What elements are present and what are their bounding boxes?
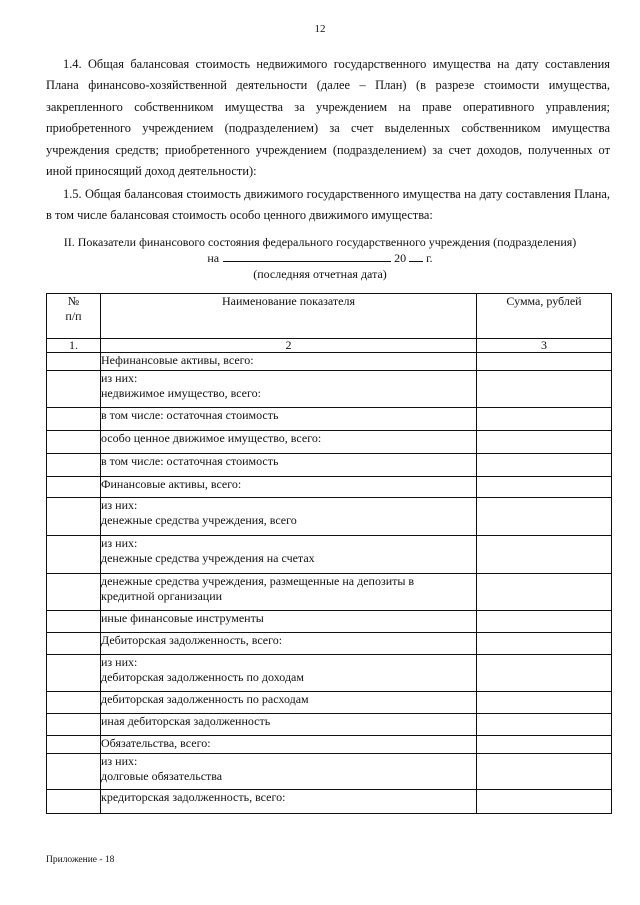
row-number-cell xyxy=(47,408,101,431)
row-number-cell xyxy=(47,611,101,633)
table-row xyxy=(47,655,612,692)
indicator-name-cell xyxy=(101,736,477,754)
row-number-cell xyxy=(47,371,101,408)
indicator-name-cell xyxy=(101,353,477,371)
table-row xyxy=(47,536,612,574)
row-number-cell xyxy=(47,736,101,754)
year-suffix: г. xyxy=(426,251,433,265)
row-number-cell xyxy=(47,754,101,790)
header-name: Наименование показателя xyxy=(101,294,477,339)
column-number-2: 2 xyxy=(101,339,477,353)
sum-cell xyxy=(477,408,612,431)
sum-cell xyxy=(477,498,612,536)
row-number-cell xyxy=(47,574,101,611)
table-row xyxy=(47,790,612,814)
indicator-name-cell xyxy=(101,611,477,633)
indicator-name-cell xyxy=(101,536,477,574)
paragraph-1-5: 1.5. Общая балансовая стоимость движимого государственного имущества на дату составления Плана, в том числе балансовая стоимость особо ценного движимого имущества: xyxy=(46,187,610,223)
table-row xyxy=(47,633,612,655)
column-number-1: 1. xyxy=(47,339,101,353)
table-row xyxy=(47,454,612,477)
header-number: № п/п xyxy=(47,294,101,339)
table-row xyxy=(47,754,612,790)
indicator-name-cell xyxy=(101,633,477,655)
sum-cell xyxy=(477,477,612,498)
indicator-name-line: Нефинансовые активы, всего: xyxy=(101,353,254,367)
sum-cell xyxy=(477,536,612,574)
table-row xyxy=(47,431,612,454)
date-blank xyxy=(223,250,391,262)
paragraph-1-4: 1.4. Общая балансовая стоимость недвижимого государственного имущества на дату составления Плана финансово-хозяйственной деятельности (далее – План) (в разрезе стоимости имущества, закрепленного собственником имущества за учреждением на праве оперативного управления; приобретенного учреждением (подразделением) за счет выделенных собственником имущества учреждения средств; приобретенного учреждением (подразделением) за счет доходов, полученных от иной приносящий доход деятельности): xyxy=(46,57,610,179)
column-number-3: 3 xyxy=(477,339,612,353)
date-caption: (последняя отчетная дата) xyxy=(253,267,387,281)
year-blank xyxy=(409,250,423,262)
indicator-name-line: Обязательства, всего: xyxy=(101,736,211,750)
row-number-cell xyxy=(47,431,101,454)
sum-cell xyxy=(477,454,612,477)
table-row xyxy=(47,611,612,633)
indicator-name-line: из них: xyxy=(101,498,138,512)
table-row xyxy=(47,714,612,736)
indicator-name-cell xyxy=(101,498,477,536)
indicator-name-line: из них: xyxy=(101,754,138,768)
indicator-name-cell xyxy=(101,371,477,408)
sum-cell xyxy=(477,633,612,655)
table-row xyxy=(47,353,612,371)
indicator-name-cell xyxy=(101,714,477,736)
row-number-cell xyxy=(47,714,101,736)
indicator-name-line: из них: xyxy=(101,655,138,669)
indicator-name-line: Дебиторская задолженность, всего: xyxy=(101,633,283,647)
row-number-cell xyxy=(47,353,101,371)
indicator-name-line: кредиторская задолженность, всего: xyxy=(101,790,286,804)
sum-cell xyxy=(477,611,612,633)
report-date-line xyxy=(0,250,640,266)
table-row xyxy=(47,692,612,714)
financial-indicators-table xyxy=(46,293,612,814)
indicator-name-cell xyxy=(101,754,477,790)
indicator-name-line: из них: xyxy=(101,536,138,550)
indicator-name-line: иные финансовые инструменты xyxy=(101,611,264,625)
indicator-name-line: долговые обязательства xyxy=(101,769,223,783)
table-header-row xyxy=(47,294,612,339)
indicator-name-line: особо ценное движимое имущество, всего: xyxy=(101,431,322,445)
indicator-name-line: в том числе: остаточная стоимость xyxy=(101,408,279,422)
indicator-name-line: иная дебиторская задолженность xyxy=(101,714,271,728)
sum-cell xyxy=(477,736,612,754)
table-row xyxy=(47,498,612,536)
indicator-name-line: кредитной организации xyxy=(101,589,223,603)
year-prefix: 20 xyxy=(394,251,407,265)
indicator-name-line: дебиторская задолженность по расходам xyxy=(101,692,309,706)
sum-cell xyxy=(477,353,612,371)
indicator-name-cell xyxy=(101,454,477,477)
indicator-name-line: денежные средства учреждения, размещенные на депозиты в xyxy=(101,574,415,588)
date-prefix: на xyxy=(207,251,220,265)
indicator-name-cell xyxy=(101,408,477,431)
table-row xyxy=(47,408,612,431)
page-number: 12 xyxy=(314,23,326,35)
indicator-name-line: из них: xyxy=(101,371,138,385)
table-row xyxy=(47,574,612,611)
indicator-name-cell xyxy=(101,790,477,814)
indicator-name-cell xyxy=(101,574,477,611)
indicator-name-cell xyxy=(101,477,477,498)
row-number-cell xyxy=(47,536,101,574)
sum-cell xyxy=(477,371,612,408)
row-number-cell xyxy=(47,633,101,655)
table-row xyxy=(47,371,612,408)
sum-cell xyxy=(477,790,612,814)
indicator-name-cell xyxy=(101,692,477,714)
sum-cell xyxy=(477,574,612,611)
indicator-name-line: Финансовые активы, всего: xyxy=(101,477,242,491)
table-row xyxy=(47,477,612,498)
indicator-name-cell xyxy=(101,431,477,454)
indicator-name-line: денежные средства учреждения, всего xyxy=(101,513,297,527)
indicator-name-line: недвижимое имущество, всего: xyxy=(101,386,261,400)
indicator-name-line: дебиторская задолженность по доходам xyxy=(101,670,304,684)
column-numbers-row xyxy=(47,339,612,353)
indicator-name-cell xyxy=(101,655,477,692)
header-sum: Сумма, рублей xyxy=(477,294,612,339)
sum-cell xyxy=(477,692,612,714)
indicator-name-line: в том числе: остаточная стоимость xyxy=(101,454,279,468)
row-number-cell xyxy=(47,454,101,477)
sum-cell xyxy=(477,431,612,454)
indicator-name-line: денежные средства учреждения на счетах xyxy=(101,551,315,565)
sum-cell xyxy=(477,754,612,790)
row-number-cell xyxy=(47,790,101,814)
row-number-cell xyxy=(47,477,101,498)
row-number-cell xyxy=(47,692,101,714)
footer-appendix: Приложение - 18 xyxy=(46,855,115,865)
row-number-cell xyxy=(47,655,101,692)
sum-cell xyxy=(477,714,612,736)
row-number-cell xyxy=(47,498,101,536)
sum-cell xyxy=(477,655,612,692)
section-title: II. Показатели финансового состояния федерального государственного учреждения (подразделения) xyxy=(63,235,577,249)
table-row xyxy=(47,736,612,754)
